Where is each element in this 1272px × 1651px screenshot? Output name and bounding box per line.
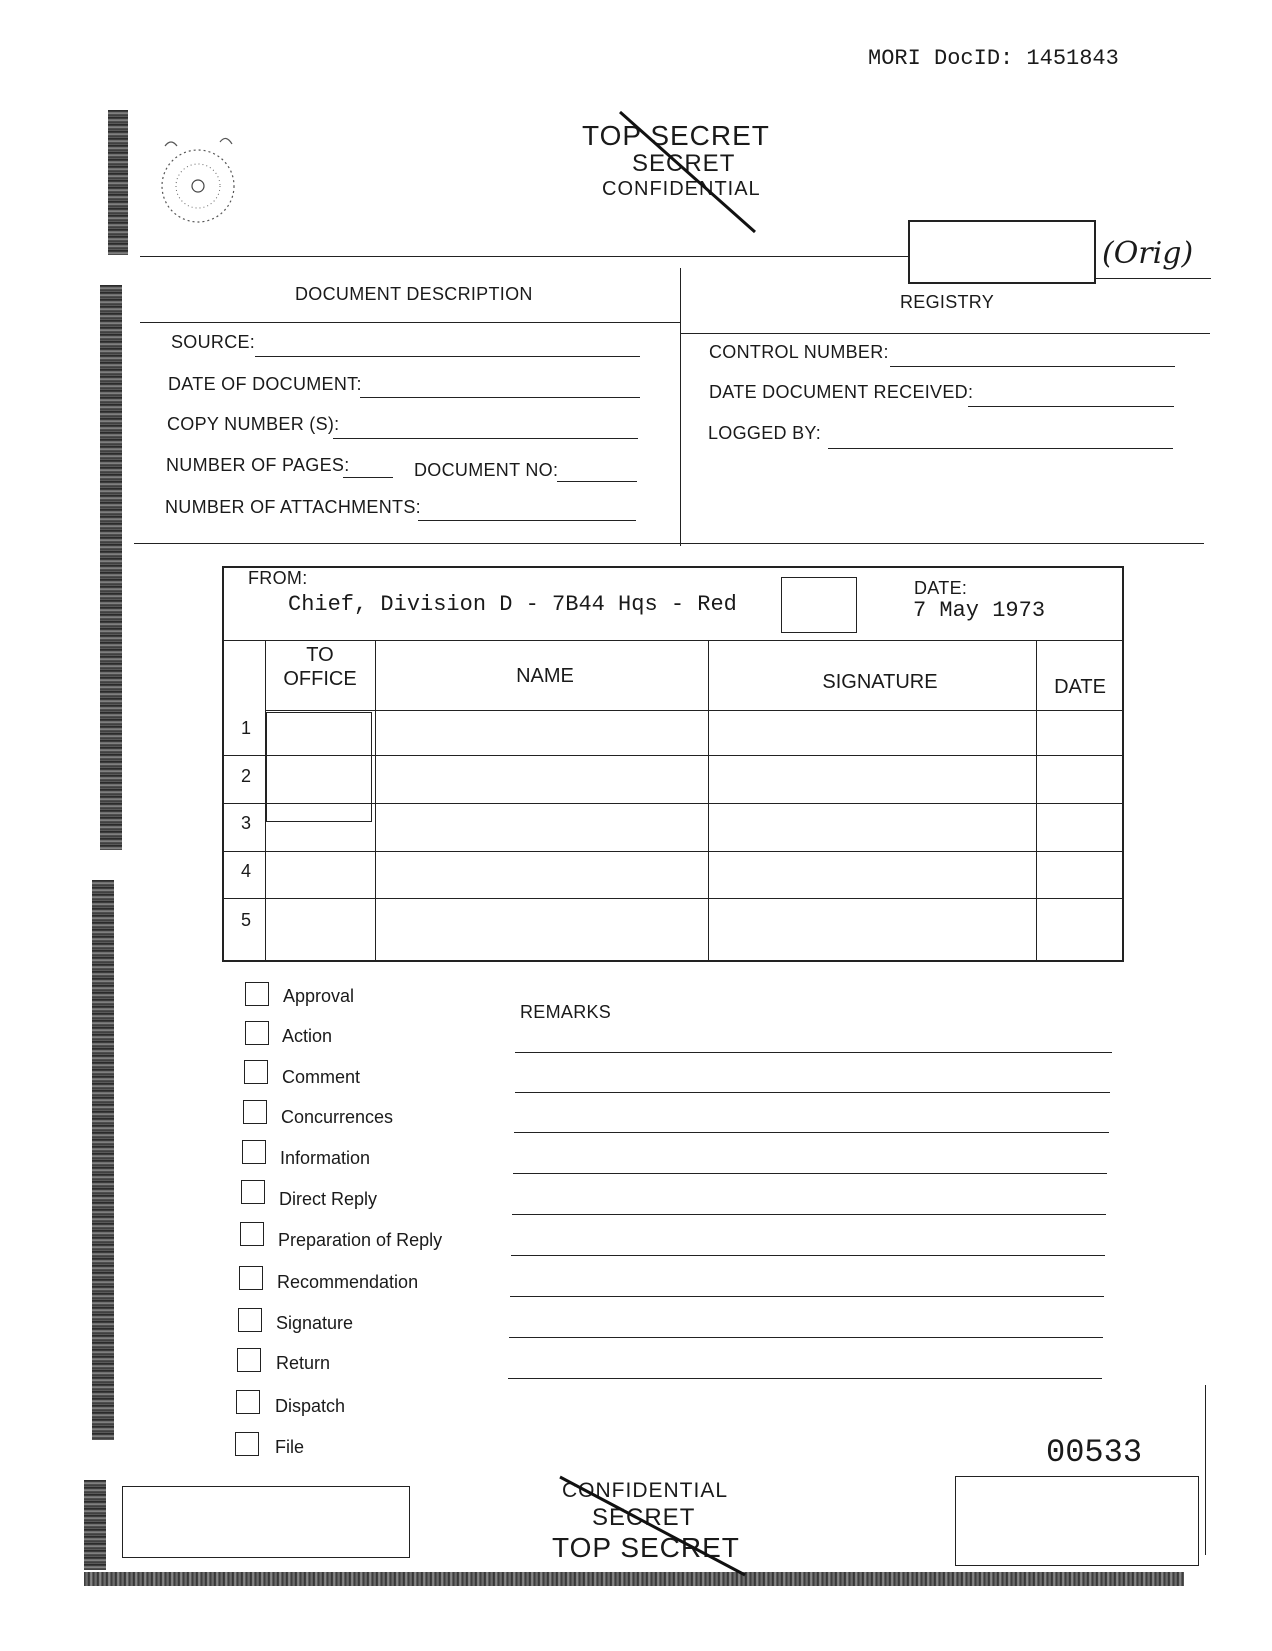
checkbox-recommendation[interactable] [239,1266,263,1290]
checkbox-concurrences[interactable] [243,1100,267,1124]
number-of-pages-label: NUMBER OF PAGES: [166,455,350,475]
copy-number-label: COPY NUMBER (S): [167,414,340,434]
remarks-line[interactable] [512,1214,1106,1215]
checkbox-label: Preparation of Reply [278,1230,443,1250]
registry-heading: REGISTRY [900,292,995,312]
right-margin-rule [1205,1385,1206,1555]
section-separator [134,543,1204,544]
remarks-line[interactable] [509,1337,1103,1338]
checkbox-label: Direct Reply [279,1189,378,1209]
checkbox-label: Return [276,1353,331,1373]
routing-header-rule [222,640,1124,641]
classification-secret: SECRET [632,150,736,177]
row-number: 5 [240,910,251,930]
source-field[interactable] [255,356,640,357]
checkbox-information[interactable] [242,1140,266,1164]
registry-heading-rule [680,333,1210,334]
checkbox-label: Comment [282,1067,361,1087]
date-label: DATE: [914,578,968,598]
orig-underline [1096,278,1211,279]
number-of-attachments-label: NUMBER OF ATTACHMENTS: [165,497,421,517]
remarks-line[interactable] [513,1173,1107,1174]
document-no-label: DOCUMENT NO: [414,460,559,480]
classification-bottom-strike-mark [555,1472,755,1582]
left-binding-bar-top [108,110,128,255]
remarks-line[interactable] [515,1092,1110,1093]
bottom-right-box [955,1476,1199,1566]
checkbox-action[interactable] [245,1021,269,1045]
date-of-document-field[interactable] [360,397,640,398]
date-received-label: DATE DOCUMENT RECEIVED: [709,382,974,402]
from-label: FROM: [248,568,308,588]
control-number-label: CONTROL NUMBER: [709,342,889,362]
description-heading-rule [140,322,680,323]
col-office-divider [375,640,376,962]
classification-bottom-top-secret: TOP SECRET [552,1532,740,1563]
left-binding-bar-lower [92,880,114,1440]
row-number: 1 [240,718,251,738]
checkbox-label: File [275,1437,305,1457]
checkbox-label: Signature [276,1313,354,1333]
header-separator [140,256,910,257]
bottom-left-binding-bar [84,1480,106,1570]
col-office-label: OFFICE [283,668,357,690]
from-value[interactable]: Chief, Division D - 7B44 Hqs - Red [288,592,737,617]
doc-id: MORI DocID: 1451843 [868,46,1119,71]
checkbox-label: Approval [283,986,355,1006]
number-of-pages-field[interactable] [343,477,393,478]
remarks-label: REMARKS [520,1002,612,1022]
col-name-divider [708,640,709,962]
remarks-line[interactable] [515,1052,1112,1053]
orig-box[interactable] [908,220,1096,284]
col-signature-label: SIGNATURE [822,671,938,693]
checkbox-signature[interactable] [238,1308,262,1332]
checkbox-label: Dispatch [275,1396,346,1416]
col-date-label: DATE [1054,676,1106,698]
classification-bottom-secret: SECRET [592,1504,696,1531]
handwritten-orig: (Orig) [1102,236,1194,271]
copy-number-field[interactable] [333,438,638,439]
checkbox-direct-reply[interactable] [241,1180,265,1204]
row-number: 3 [240,813,251,833]
row-number: 4 [240,861,251,881]
checkbox-approval[interactable] [245,982,269,1006]
row-rule-header [265,710,1124,711]
row-rule-4 [222,898,1124,899]
row-number: 2 [240,766,251,786]
checkbox-label: Concurrences [281,1107,394,1127]
source-label: SOURCE: [171,332,256,352]
remarks-line[interactable] [508,1378,1102,1379]
col-signature-divider [1036,640,1037,962]
checkbox-label: Information [280,1148,371,1168]
date-of-document-label: DATE OF DOCUMENT: [168,374,362,394]
seal-emblem-icon [150,128,250,238]
from-redacted-box [781,577,857,633]
description-registry-divider [680,268,681,546]
checkbox-dispatch[interactable] [236,1390,260,1414]
date-value[interactable]: 7 May 1973 [913,598,1046,623]
checkbox-label: Action [282,1026,333,1046]
left-binding-bar-middle [100,285,122,850]
checkbox-return[interactable] [237,1348,261,1372]
document-description-heading: DOCUMENT DESCRIPTION [295,284,533,304]
row-rule-3 [222,851,1124,852]
date-received-field[interactable] [968,406,1174,407]
classification-confidential: CONFIDENTIAL [602,178,761,200]
page-number: 00533 [1046,1434,1143,1471]
classification-strike-mark [615,108,765,238]
remarks-line[interactable] [510,1296,1104,1297]
classification-top-secret: TOP SECRET [582,120,770,151]
checkbox-label: Recommendation [277,1272,419,1292]
number-of-attachments-field[interactable] [418,520,636,521]
checkbox-preparation-of-reply[interactable] [240,1222,264,1246]
remarks-line[interactable] [514,1132,1109,1133]
control-number-field[interactable] [890,366,1175,367]
classification-bottom-confidential: CONFIDENTIAL [562,1479,729,1502]
office-redacted-box [266,712,372,822]
document-no-field[interactable] [557,481,637,482]
col-name-label: NAME [516,665,574,687]
remarks-line[interactable] [511,1255,1105,1256]
bottom-left-box [122,1486,410,1558]
col-to-label: TO [306,644,334,666]
logged-by-field[interactable] [828,448,1173,449]
checkbox-comment[interactable] [244,1060,268,1084]
checkbox-file[interactable] [235,1432,259,1456]
logged-by-label: LOGGED BY: [708,423,822,443]
